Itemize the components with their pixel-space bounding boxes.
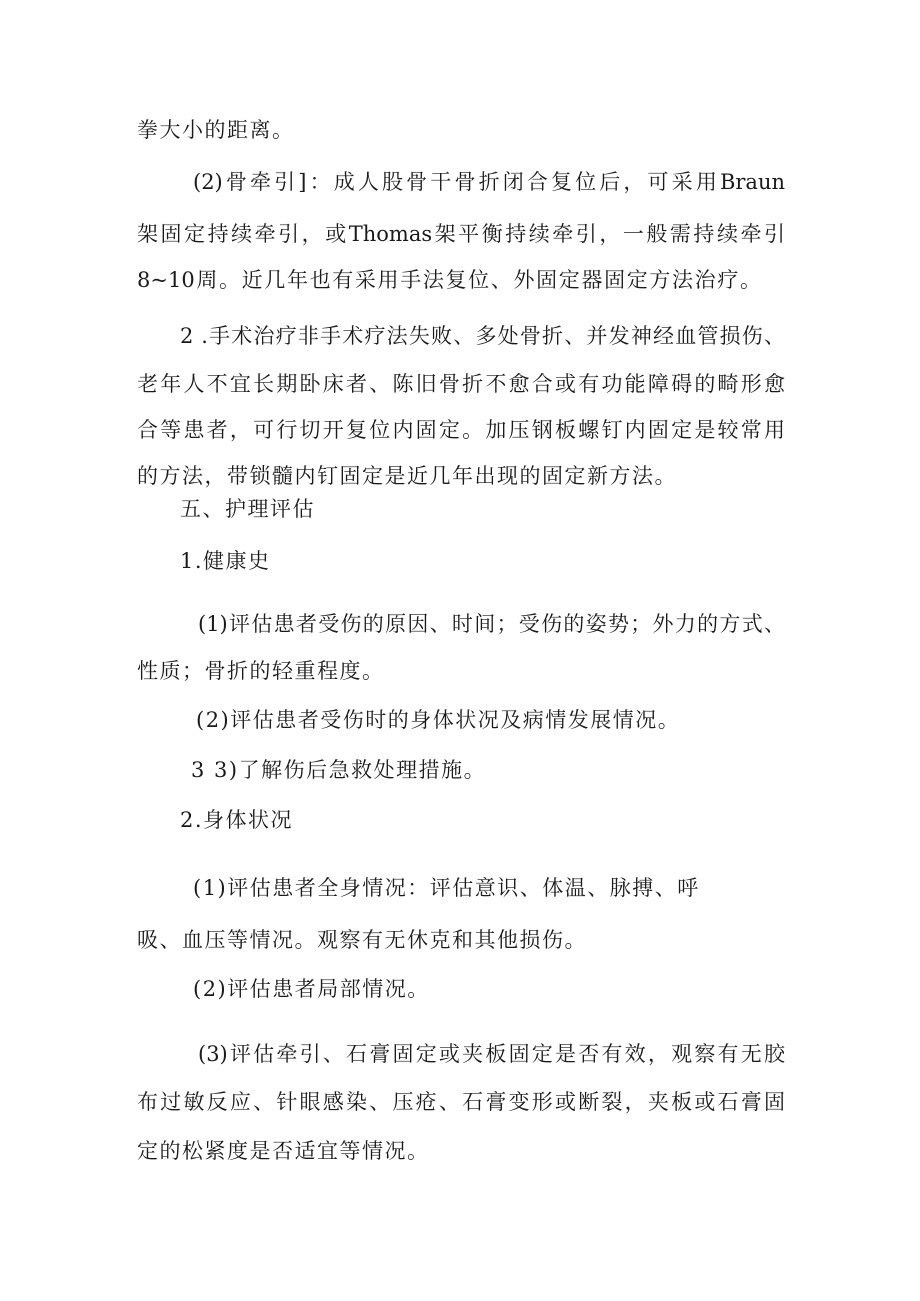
paragraph-line-12: 3 3)了解伤后急救处理措施。 [191,758,487,782]
paragraph-line-8: 的方法，带锁髓内钉固定是近几年出现的固定新方法。 [137,464,677,488]
paragraph-line-10: 性质；骨折的轻重程度。 [137,659,385,683]
paragraph-line-2: (2)骨牵引]：成人股骨干骨折闭合复位后，可采用Braun [193,170,785,194]
paragraph-line-13: (1)评估患者全身情况：评估意识、体温、脉搏、呼 [193,876,700,900]
paragraph-line-18: 定的松紧度是否适宜等情况。 [137,1139,430,1163]
paragraph-line-5: 2 .手术治疗非手术疗法失败、多处骨折、并发神经血管损伤、 [180,324,785,348]
paragraph-line-14: 吸、血压等情况。观察有无休克和其他损伤。 [137,928,587,952]
paragraph-line-1: 拳大小的距离。 [137,118,295,142]
paragraph-line-7: 合等患者，可行切开复位内固定。加压钢板螺钉内固定是较常用 [137,418,785,442]
paragraph-line-6: 老年人不宜长期卧床者、陈旧骨折不愈合或有功能障碍的畸形愈 [137,372,785,396]
paragraph-line-17: 布过敏反应、针眼感染、压疮、石膏变形或断裂，夹板或石膏固 [137,1090,785,1114]
paragraph-line-4: 8~10周。近几年也有采用手法复位、外固定器固定方法治疗。 [137,268,761,292]
paragraph-line-16: (3)评估牵引、石膏固定或夹板固定是否有效，观察有无胶 [198,1042,785,1066]
paragraph-line-15: (2)评估患者局部情况。 [193,977,430,1001]
section-heading: 五、护理评估 [180,497,315,521]
paragraph-line-9: (1)评估患者受伤的原因、时间；受伤的姿势；外力的方式、 [198,612,785,636]
subsection-heading-2: 2.身体状况 [180,808,294,832]
paragraph-line-3: 架固定持续牵引，或Thomas架平衡持续牵引，一般需持续牵引 [137,222,785,246]
paragraph-line-11: (2)评估患者受伤时的身体状况及病情发展情况。 [196,708,681,732]
subsection-heading-1: 1.健康史 [180,549,271,573]
